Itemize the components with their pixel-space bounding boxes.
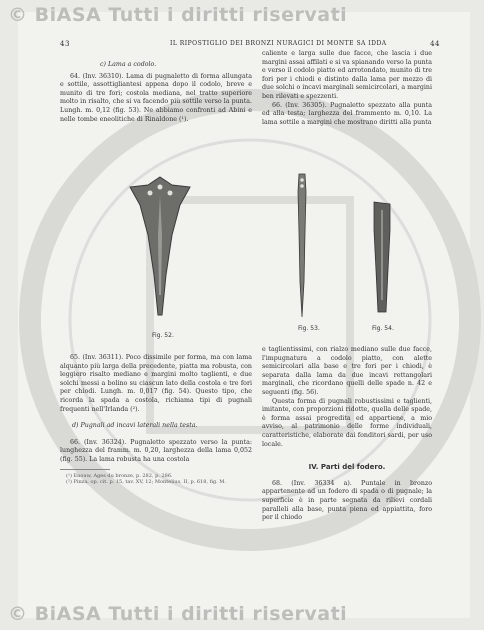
paragraph-64: 64. (Inv. 36310). Lama di pugnaletto di forma allungata e sottile, assottigliantesi appena dopo il codolo, breve e munito di tre fori; costola mediana, nel tratto superiore molto in risalto, che si va facendo più sottile verso la punta. Lungh. m. 0,12 (fig. 53). Ne abbiamo confronti ad Abini e nelle tombe eneolitiche di Rinaldone (¹). — [60, 72, 252, 123]
footnote-rule — [60, 469, 110, 470]
paragraph-66: 66. (Inv. 36324). Pugnaletto spezzato verso la punta: lunghezza del framm. m. 0,20, larghezza della lama 0,052 (fig. 55). La lama robusta ha una costola — [60, 438, 252, 463]
paragraph-questa: Questa forma di pugnali robustissimi e taglienti, imitante, con proporzioni ridotte, quella delle spade, è forma assai progredita ed appartiene, a mio avviso, al patrimonio delle forme individuali, caratteristiche, elaborate dai fonditori sardi, per uso locale. — [262, 397, 432, 448]
paragraph-65: 65. (Inv. 36311). Poco dissimile per forma, ma con lama alquanto più larga della precedente, piatta ma robusta, con leggiero risalto mediano e margini molto taglienti, e due solchi messi a bolino su ciascun lato della costola e tre fori per chiodi. Lungh. m. 0,017 (fig. 54). Questo tipo, che ricorda la spada a costola, richiama tipi di pugnali frequenti nell'Irlanda (²). — [60, 354, 252, 413]
paragraph-68: 68. (Inv. 36334 a). Puntale in bronzo appartenente ad un fodero di spada o di pugnale; la superficie è in parte segnata da rilievi cordali paralleli alla base, punta piena ed appiattita, foro per il chiodo — [262, 479, 432, 522]
footnote-2: (²) Pinza, op. cit. p. 15, tav. XV, 12; Montelius, II, p. 618, fig. M. — [66, 479, 227, 486]
figure-53-caption: Fig. 53. — [298, 325, 320, 332]
right-bottom-column — [262, 346, 432, 523]
running-title: IL RIPOSTIGLIO DEI BRONZI NURAGICI DI MONTE SA IDDA — [170, 40, 387, 47]
section-heading-iv: IV. Parti del fodero. — [308, 463, 386, 472]
footnote-1: (¹) Enouw, Ages du bronze, p. 282, p. 286. — [66, 472, 173, 479]
watermark-bottom: © BiASA Tutti i diritti riservati — [8, 603, 348, 625]
subheading-c: c) Lama a codolo. — [100, 61, 157, 68]
paragraph-66-top: 66. (Inv. 36305). Pugnaletto spezzato alla punta ed alla testa; larghezza del frammento m. 0,10. La lama sottile a margini che mostrano diritti alla punta — [262, 101, 432, 126]
right-page-number: 44 — [430, 40, 440, 48]
left-top-column — [60, 58, 252, 124]
figure-54-caption: Fig. 54. — [372, 325, 394, 332]
left-page-number: 43 — [60, 40, 70, 48]
watermark-top: © BiASA Tutti i diritti riservati — [8, 4, 348, 26]
figure-52-dagger — [120, 175, 200, 325]
footnotes — [60, 473, 252, 486]
figure-54-blade — [368, 200, 396, 315]
right-top-column — [262, 50, 432, 127]
paragraph-continuation-2: e taglientissimi, con rialzo mediano sulle due facce, l'impugnatura a codolo piatto, con alette semicircolari alla base e tre fori per i chiodi, è separata dalla lama da due incavi rettangolari marginali, che ricordano quelli delle spade n. 42 e seguenti (fig. 56). — [262, 346, 432, 396]
left-bottom-column — [60, 354, 252, 486]
subheading-d: d) Pugnali ad incavi laterali nella testa. — [72, 422, 198, 430]
figure-52-caption: Fig. 52. — [152, 332, 174, 339]
figure-53-blade — [290, 172, 314, 320]
paragraph-continuation: caliente e larga sulle due facce, che lascia i due margini assai affilati e si va spianando verso la punta e verso il codolo piatto ed arrotondato, munito di tre fori per i chiodi e distinto dalla lama per mezzo di due solchi o incavi marginali semicircolari, a margini ben rilevati e spezzenti. — [262, 50, 432, 100]
